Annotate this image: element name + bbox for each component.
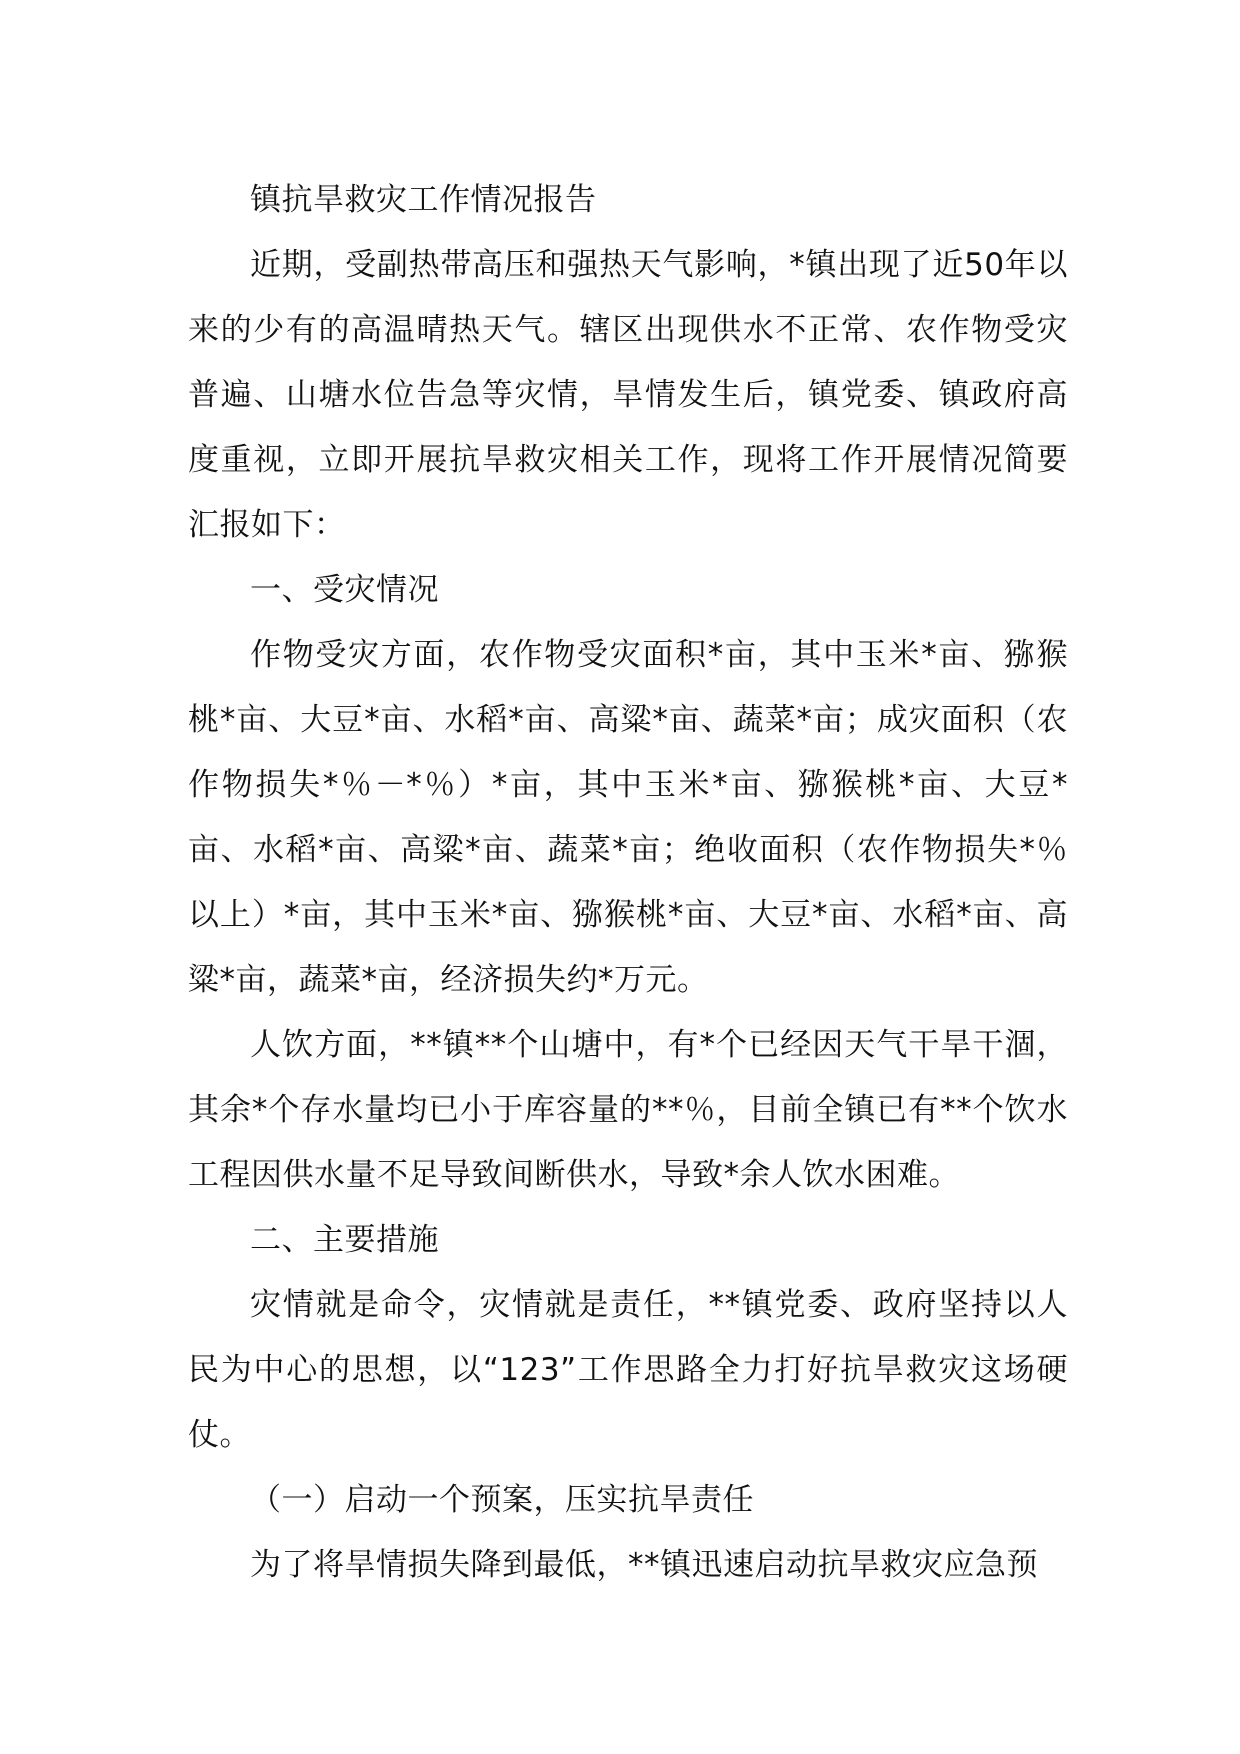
section-heading-disaster: 一、受灾情况 xyxy=(250,572,439,608)
paragraph-drinking-water: 人饮方面，**镇**个山塘中，有*个已经因天气干旱干涸，其余*个存水量均已小于库容量的**％，目前全镇已有**个饮水工程因供水量不足导致间断供水，导致*余人饮水困难。 xyxy=(188,1027,1068,1193)
subsection-heading-plan: （一）启动一个预案，压实抗旱责任 xyxy=(250,1482,754,1518)
paragraph-intro: 近期，受副热带高压和强热天气影响，*镇出现了近50年以来的少有的高温晴热天气。辖区出现供水不正常、农作物受灾普遍、山塘水位告急等灾情，旱情发生后，镇党委、镇政府高度重视，立即开展抗旱救灾相关工作，现将工作开展情况简要汇报如下： xyxy=(188,247,1068,543)
document-body xyxy=(188,168,1068,1598)
paragraph-crop-damage: 作物受灾方面，农作物受灾面积*亩，其中玉米*亩、猕猴桃*亩、大豆*亩、水稻*亩、高粱*亩、蔬菜*亩；成灾面积（农作物损失*％－*％）*亩，其中玉米*亩、猕猴桃*亩、大豆*亩、水稻*亩、高粱*亩、蔬菜*亩；绝收面积（农作物损失*％以上）*亩，其中玉米*亩、猕猴桃*亩、大豆*亩、水稻*亩、高粱*亩，蔬菜*亩，经济损失约*万元。 xyxy=(188,637,1068,998)
section-heading-measures: 二、主要措施 xyxy=(250,1222,439,1258)
paragraph-plan: 为了将旱情损失降到最低，**镇迅速启动抗旱救灾应急预 xyxy=(250,1547,1038,1583)
document-title: 镇抗旱救灾工作情况报告 xyxy=(250,182,597,218)
paragraph-measures-intro: 灾情就是命令，灾情就是责任，**镇党委、政府坚持以人民为中心的思想，以“123”工作思路全力打好抗旱救灾这场硬仗。 xyxy=(188,1287,1068,1453)
